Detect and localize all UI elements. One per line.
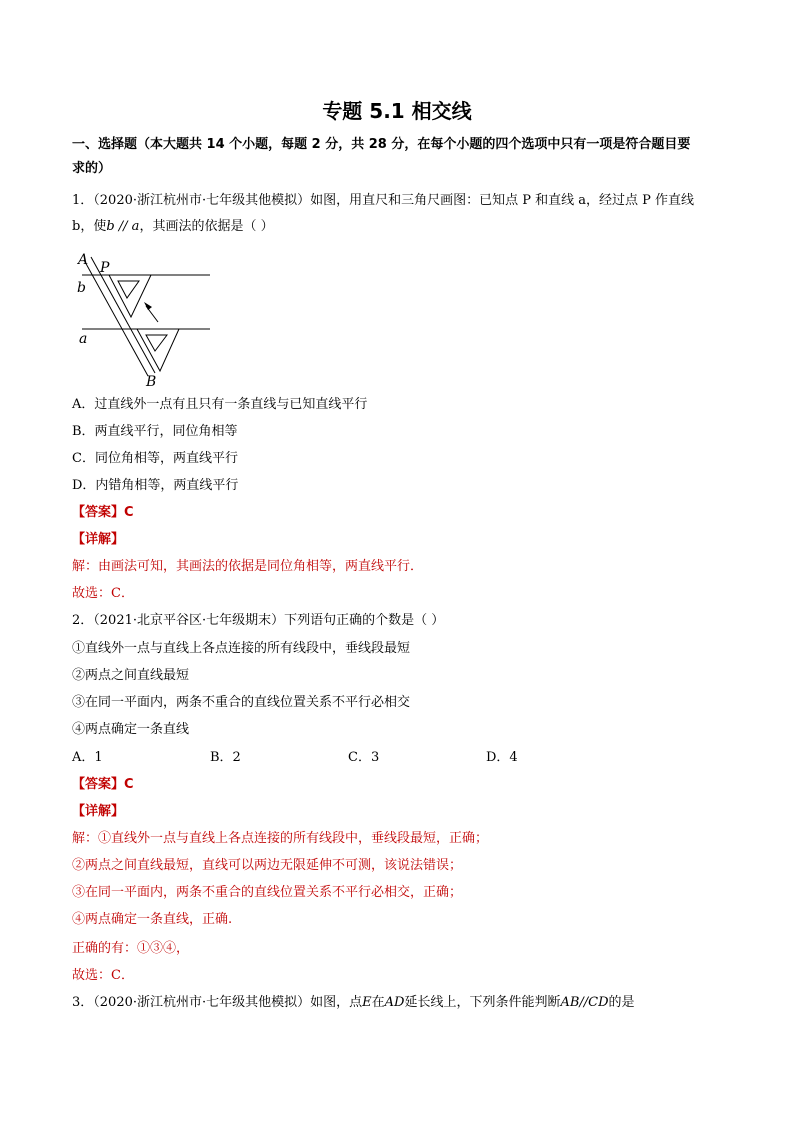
q1-ruler-triangle-figure <box>72 248 222 388</box>
q3-ab-parallel-cd: AB//CD <box>560 995 609 1010</box>
label-A: A <box>78 252 89 268</box>
q3-point-E: E <box>362 995 372 1010</box>
section-heading-cont: 求的） <box>72 161 112 176</box>
label-b: b <box>77 280 86 296</box>
q1-stem-cont <box>72 218 274 236</box>
q2-answer: 【答案】C <box>72 777 134 792</box>
q1-stem: 1．（2020·浙江杭州市·七年级其他模拟）如图，用直尺和三角尺画图：已知点 P 和直线 a，经过点 P 作直线 <box>72 193 695 208</box>
q1-choice: 故选：C． <box>72 586 134 601</box>
q2-option-a: A．1 <box>72 750 103 765</box>
q3-stem <box>72 994 635 1012</box>
q2-detail-label: 【详解】 <box>72 804 125 819</box>
q2-statement-3: ③在同一平面内，两条不重合的直线位置关系不平行必相交 <box>72 695 411 710</box>
q1-detail-label: 【详解】 <box>72 532 125 547</box>
q1-option-a: A．过直线外一点有且只有一条直线与已知直线平行 <box>72 397 368 412</box>
q3-prefix: 3．（2020·浙江杭州市·七年级其他模拟）如图，点 <box>72 995 363 1010</box>
q2-statement-1: ①直线外一点与直线上各点连接的所有线段中，垂线段最短 <box>72 641 411 656</box>
q1-answer: 【答案】C <box>72 505 134 520</box>
q2-option-c: C．3 <box>348 750 380 765</box>
q2-choice: 故选：C． <box>72 968 134 983</box>
q2-statement-2: ②两点之间直线最短 <box>72 668 190 683</box>
q2-explanation-4: ④两点确定一条直线，正确. <box>72 912 233 927</box>
q3-segment-AD: AD <box>384 995 405 1010</box>
page-title: 专题 5.1 相交线 <box>322 99 472 123</box>
q2-option-b: B．2 <box>210 750 241 765</box>
q3-mid2: 延长线上，下列条件能判断 <box>404 995 561 1010</box>
q3-mid1: 在 <box>371 995 385 1010</box>
section-heading: 一、选择题（本大题共 14 个小题，每题 2 分，共 28 分，在每个小题的四个选项中只有一项是符合题目要 <box>72 137 691 152</box>
q1-option-d: D．内错角相等，两直线平行 <box>72 478 239 493</box>
q2-explanation-2: ②两点之间直线最短，直线可以两边无限延伸不可测，该说法错误； <box>72 858 463 873</box>
q1-option-c: C．同位角相等，两直线平行 <box>72 451 238 466</box>
q2-correct-ones: 正确的有：①③④， <box>72 941 190 956</box>
q2-statement-4: ④两点确定一条直线 <box>72 722 190 737</box>
q1-stem-suffix: ，其画法的依据是（ ） <box>139 219 274 234</box>
label-P: P <box>100 260 110 276</box>
q2-stem: 2．（2021·北京平谷区·七年级期末）下列语句正确的个数是（ ） <box>72 613 445 628</box>
label-B: B <box>146 374 157 388</box>
q2-explanation-3: ③在同一平面内，两条不重合的直线位置关系不平行必相交，正确； <box>72 885 463 900</box>
q1-explanation: 解：由画法可知，其画法的依据是同位角相等，两直线平行． <box>72 559 424 574</box>
q1-math-b-parallel-a: b // a <box>106 219 140 234</box>
q1-stem-prefix: b，使 <box>72 219 107 234</box>
q2-option-d: D．4 <box>486 750 518 765</box>
label-a: a <box>79 331 88 347</box>
q3-suffix: 的是 <box>608 995 635 1010</box>
q2-explanation-1: 解：①直线外一点与直线上各点连接的所有线段中，垂线段最短，正确； <box>72 831 489 846</box>
q1-option-b: B．两直线平行，同位角相等 <box>72 424 238 439</box>
